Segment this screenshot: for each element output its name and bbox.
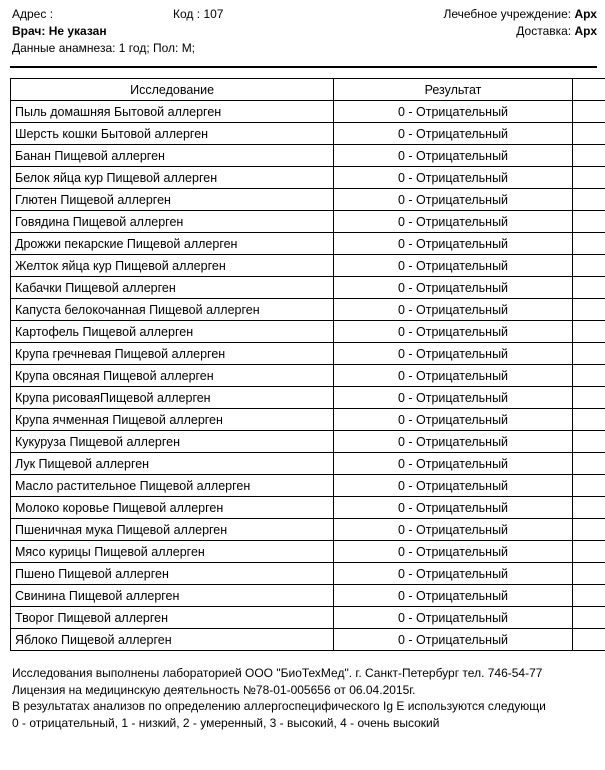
cell-test-result: 0 - Отрицательный bbox=[334, 497, 572, 519]
cell-test-name: Капуста белокочанная Пищевой аллерген bbox=[11, 299, 334, 321]
cell-test-name: Масло растительное Пищевой аллерген bbox=[11, 475, 334, 497]
footer-line-lab: Исследования выполнены лабораторией ООО "БиоТехМед". г. Санкт-Петербург тел. 746-54-77 bbox=[12, 666, 543, 680]
cell-extra bbox=[572, 233, 605, 255]
column-header-extra bbox=[572, 79, 605, 101]
cell-test-result: 0 - Отрицательный bbox=[334, 299, 572, 321]
code-label: Код : bbox=[173, 7, 201, 21]
cell-test-name: Крупа рисоваяПищевой аллерген bbox=[11, 387, 334, 409]
cell-extra bbox=[572, 431, 605, 453]
table-row bbox=[11, 365, 605, 387]
delivery-label: Доставка: bbox=[516, 24, 572, 38]
anamnesis-field: Данные анамнеза: 1 год; Пол: М; bbox=[12, 41, 196, 55]
cell-test-name: Свинина Пищевой аллерген bbox=[11, 585, 334, 607]
cell-test-name: Глютен Пищевой аллерген bbox=[11, 189, 334, 211]
cell-test-name: Пыль домашняя Бытовой аллерген bbox=[11, 101, 334, 123]
header-divider bbox=[10, 66, 597, 68]
cell-test-name: Кабачки Пищевой аллерген bbox=[11, 277, 334, 299]
cell-extra bbox=[572, 563, 605, 585]
footer-line-ige-note: В результатах анализов по определению аллергоспецифического Ig E используются следующи bbox=[12, 699, 546, 713]
doctor-label: Врач: bbox=[12, 24, 46, 38]
cell-extra bbox=[572, 607, 605, 629]
table-row bbox=[11, 321, 605, 343]
doctor-field bbox=[12, 23, 107, 39]
cell-test-name: Кукуруза Пищевой аллерген bbox=[11, 431, 334, 453]
cell-test-result: 0 - Отрицательный bbox=[334, 541, 572, 563]
results-table bbox=[10, 78, 605, 651]
table-row bbox=[11, 277, 605, 299]
table-row bbox=[11, 211, 605, 233]
cell-extra bbox=[572, 101, 605, 123]
table-header-row bbox=[11, 79, 605, 101]
cell-test-name: Крупа овсяная Пищевой аллерген bbox=[11, 365, 334, 387]
cell-test-name: Мясо курицы Пищевой аллерген bbox=[11, 541, 334, 563]
cell-test-name: Белок яйца кур Пищевой аллерген bbox=[11, 167, 334, 189]
cell-test-result: 0 - Отрицательный bbox=[334, 123, 572, 145]
table-row bbox=[11, 585, 605, 607]
cell-test-result: 0 - Отрицательный bbox=[334, 189, 572, 211]
cell-test-name: Картофель Пищевой аллерген bbox=[11, 321, 334, 343]
cell-extra bbox=[572, 167, 605, 189]
cell-test-result: 0 - Отрицательный bbox=[334, 585, 572, 607]
cell-test-result: 0 - Отрицательный bbox=[334, 255, 572, 277]
cell-extra bbox=[572, 453, 605, 475]
table-row bbox=[11, 101, 605, 123]
cell-extra bbox=[572, 145, 605, 167]
cell-extra bbox=[572, 409, 605, 431]
cell-test-result: 0 - Отрицательный bbox=[334, 321, 572, 343]
cell-extra bbox=[572, 497, 605, 519]
cell-extra bbox=[572, 541, 605, 563]
cell-test-name: Банан Пищевой аллерген bbox=[11, 145, 334, 167]
header-row-doctor bbox=[12, 23, 597, 39]
cell-test-result: 0 - Отрицательный bbox=[334, 629, 572, 651]
cell-test-name: Молоко коровье Пищевой аллерген bbox=[11, 497, 334, 519]
cell-extra bbox=[572, 365, 605, 387]
table-row bbox=[11, 299, 605, 321]
cell-test-result: 0 - Отрицательный bbox=[334, 431, 572, 453]
results-table-container bbox=[10, 78, 605, 651]
cell-test-result: 0 - Отрицательный bbox=[334, 365, 572, 387]
table-row bbox=[11, 475, 605, 497]
cell-test-result: 0 - Отрицательный bbox=[334, 519, 572, 541]
table-row bbox=[11, 123, 605, 145]
table-row bbox=[11, 541, 605, 563]
cell-test-result: 0 - Отрицательный bbox=[334, 277, 572, 299]
cell-test-name: Говядина Пищевой аллерген bbox=[11, 211, 334, 233]
cell-test-name: Крупа ячменная Пищевой аллерген bbox=[11, 409, 334, 431]
address-label: Адрес : bbox=[12, 7, 54, 21]
table-row bbox=[11, 167, 605, 189]
address-field bbox=[12, 6, 53, 22]
cell-test-result: 0 - Отрицательный bbox=[334, 409, 572, 431]
cell-test-result: 0 - Отрицательный bbox=[334, 607, 572, 629]
column-header-result: Результат bbox=[334, 79, 572, 101]
cell-test-result: 0 - Отрицательный bbox=[334, 453, 572, 475]
cell-test-result: 0 - Отрицательный bbox=[334, 387, 572, 409]
cell-extra bbox=[572, 343, 605, 365]
results-table-head bbox=[11, 79, 605, 101]
doctor-value: Не указан bbox=[48, 24, 107, 38]
cell-test-name: Пшеничная мука Пищевой аллерген bbox=[11, 519, 334, 541]
footer-line-license: Лицензия на медицинскую деятельность №78-01-005656 от 06.04.2015г. bbox=[12, 682, 416, 697]
cell-test-name: Дрожжи пекарские Пищевой аллерген bbox=[11, 233, 334, 255]
table-row bbox=[11, 519, 605, 541]
cell-test-name: Пшено Пищевой аллерген bbox=[11, 563, 334, 585]
institution-value: Арх bbox=[574, 7, 597, 21]
cell-extra bbox=[572, 277, 605, 299]
delivery-field bbox=[516, 23, 597, 39]
cell-test-name: Желток яйца кур Пищевой аллерген bbox=[11, 255, 334, 277]
table-row bbox=[11, 431, 605, 453]
code-field bbox=[173, 6, 223, 22]
table-row bbox=[11, 255, 605, 277]
cell-test-name: Крупа гречневая Пищевой аллерген bbox=[11, 343, 334, 365]
cell-test-name: Лук Пищевой аллерген bbox=[11, 453, 334, 475]
report-footer bbox=[12, 665, 597, 731]
header-row-anamnesis bbox=[12, 40, 597, 56]
report-header bbox=[0, 0, 605, 56]
cell-extra bbox=[572, 189, 605, 211]
cell-test-name: Яблоко Пищевой аллерген bbox=[11, 629, 334, 651]
table-row bbox=[11, 497, 605, 519]
table-row bbox=[11, 563, 605, 585]
table-row bbox=[11, 607, 605, 629]
table-row bbox=[11, 189, 605, 211]
cell-extra bbox=[572, 211, 605, 233]
table-row bbox=[11, 629, 605, 651]
cell-test-result: 0 - Отрицательный bbox=[334, 211, 572, 233]
cell-test-name: Творог Пищевой аллерген bbox=[11, 607, 334, 629]
cell-extra bbox=[572, 255, 605, 277]
cell-extra bbox=[572, 299, 605, 321]
cell-test-result: 0 - Отрицательный bbox=[334, 101, 572, 123]
table-row bbox=[11, 409, 605, 431]
footer-line-scale: 0 - отрицательный, 1 - низкий, 2 - умеренный, 3 - высокий, 4 - очень высокий bbox=[12, 715, 440, 730]
table-row bbox=[11, 387, 605, 409]
cell-extra bbox=[572, 519, 605, 541]
table-row bbox=[11, 343, 605, 365]
cell-extra bbox=[572, 321, 605, 343]
cell-test-result: 0 - Отрицательный bbox=[334, 233, 572, 255]
header-row-address bbox=[12, 6, 597, 22]
cell-extra bbox=[572, 629, 605, 651]
cell-extra bbox=[572, 387, 605, 409]
institution-field bbox=[443, 6, 597, 22]
table-row bbox=[11, 233, 605, 255]
column-header-name: Исследование bbox=[11, 79, 334, 101]
table-row bbox=[11, 145, 605, 167]
institution-label: Лечебное учреждение: bbox=[443, 7, 572, 21]
cell-extra bbox=[572, 123, 605, 145]
cell-test-name: Шерсть кошки Бытовой аллерген bbox=[11, 123, 334, 145]
cell-test-result: 0 - Отрицательный bbox=[334, 167, 572, 189]
code-value: 107 bbox=[203, 7, 224, 21]
cell-extra bbox=[572, 475, 605, 497]
table-row bbox=[11, 453, 605, 475]
cell-test-result: 0 - Отрицательный bbox=[334, 145, 572, 167]
cell-test-result: 0 - Отрицательный bbox=[334, 563, 572, 585]
cell-extra bbox=[572, 585, 605, 607]
results-table-body bbox=[11, 101, 605, 651]
cell-test-result: 0 - Отрицательный bbox=[334, 475, 572, 497]
cell-test-result: 0 - Отрицательный bbox=[334, 343, 572, 365]
delivery-value: Арх bbox=[574, 24, 597, 38]
